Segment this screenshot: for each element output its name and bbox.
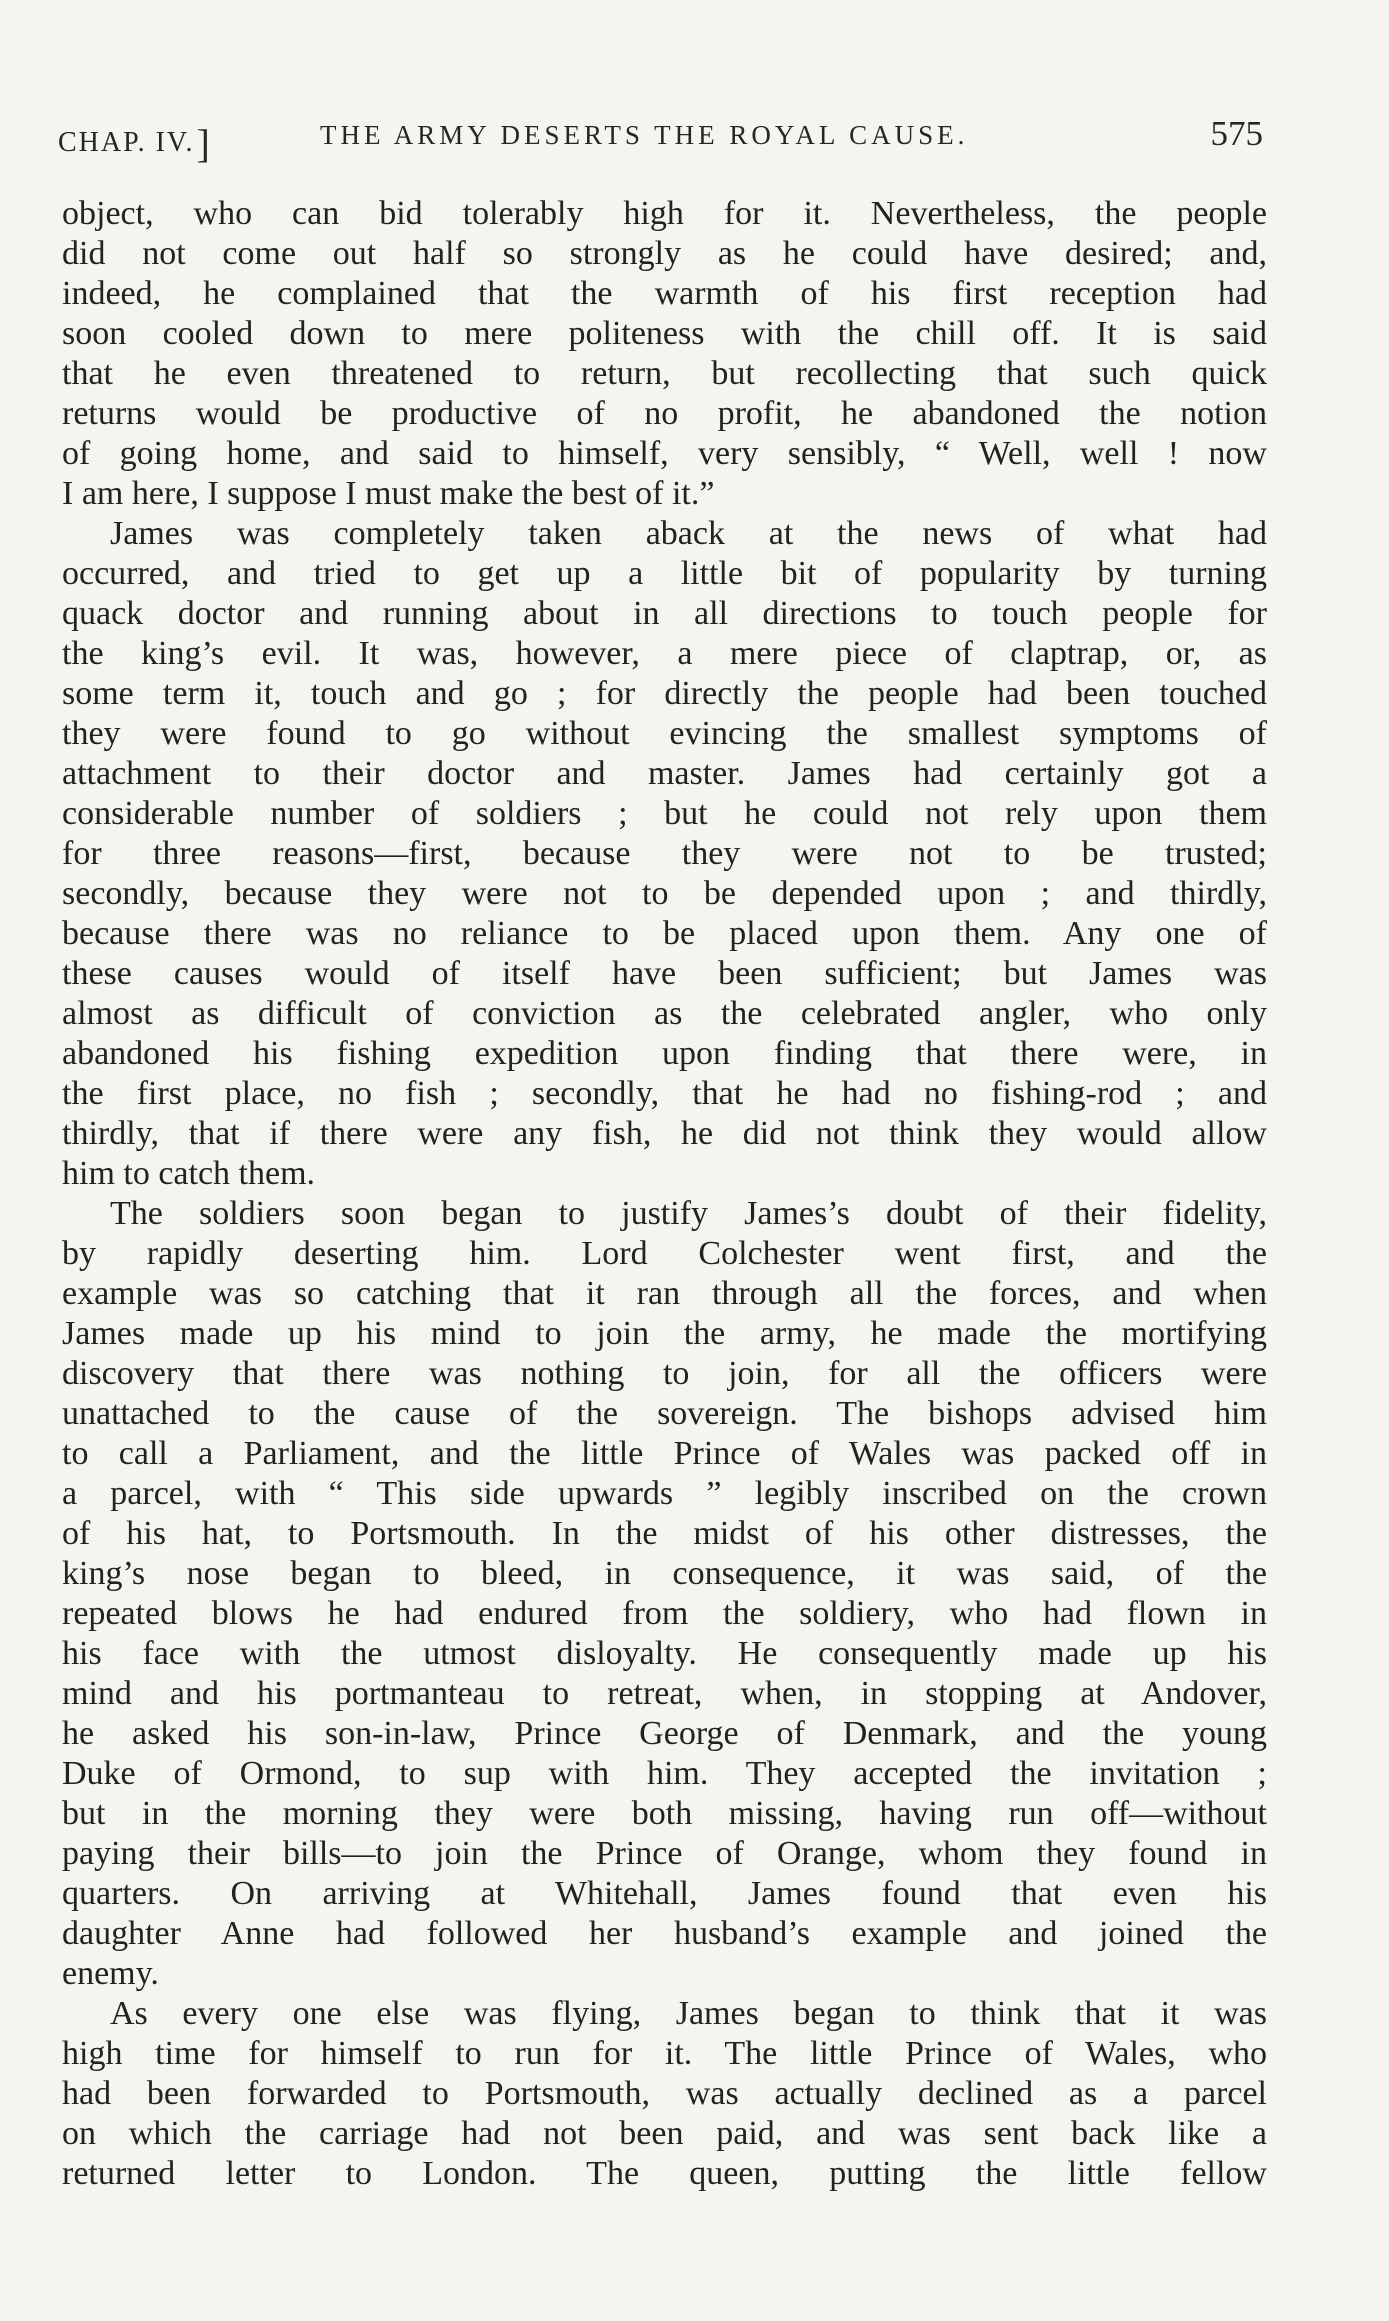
text-line: of going home, and said to himself, very sensibly, “ Well, well ! now (62, 435, 1267, 472)
text-line: the king’s evil. It was, however, a mere piece of claptrap, or, as (62, 635, 1267, 672)
text-line: him to catch them. (62, 1155, 316, 1192)
text-line: thirdly, that if there were any fish, he did not think they would allow (62, 1115, 1267, 1152)
text-line: attachment to their doctor and master. James had certainly got a (62, 755, 1267, 792)
text-line: quack doctor and running about in all directions to touch people for (62, 595, 1267, 632)
text-line: almost as difficult of conviction as the celebrated angler, who only (62, 995, 1267, 1032)
text-line: the first place, no fish ; secondly, that he had no fishing-rod ; and (62, 1075, 1267, 1112)
chapter-text: CHAP. IV. (58, 127, 195, 158)
text-line: returned letter to London. The queen, putting the little fellow (62, 2155, 1267, 2192)
text-line: repeated blows he had endured from the soldiery, who had flown in (62, 1595, 1267, 1632)
text-line: indeed, he complained that the warmth of his first reception had (62, 275, 1267, 312)
text-line: example was so catching that it ran through all the forces, and when (62, 1275, 1267, 1312)
paragraph-2 (62, 514, 1267, 1194)
paragraph-4 (62, 1994, 1267, 2194)
text-line: enemy. (62, 1955, 159, 1992)
text-line: he asked his son-in-law, Prince George of Denmark, and the young (62, 1715, 1267, 1752)
paragraph-1 (62, 194, 1267, 514)
text-line: occurred, and tried to get up a little bit of popularity by turning (62, 555, 1267, 592)
text-line: James was completely taken aback at the news of what had (110, 515, 1267, 552)
text-line: secondly, because they were not to be depended upon ; and thirdly, (62, 875, 1267, 912)
text-line: high time for himself to run for it. The little Prince of Wales, who (62, 2035, 1267, 2072)
text-line: unattached to the cause of the sovereign. The bishops advised him (62, 1395, 1267, 1432)
text-line: paying their bills—to join the Prince of Orange, whom they found in (62, 1835, 1267, 1872)
running-title: THE ARMY DESERTS THE ROYAL CAUSE. (320, 120, 969, 150)
text-line: abandoned his fishing expedition upon finding that there were, in (62, 1035, 1267, 1072)
text-line: Duke of Ormond, to sup with him. They accepted the invitation ; (62, 1755, 1267, 1792)
text-line: considerable number of soldiers ; but he could not rely upon them (62, 795, 1267, 832)
text-line: daughter Anne had followed her husband’s example and joined the (62, 1915, 1267, 1952)
paragraph-3 (62, 1194, 1267, 1994)
text-line: mind and his portmanteau to retreat, when, in stopping at Andover, (62, 1675, 1267, 1712)
text-line: because there was no reliance to be placed upon them. Any one of (62, 915, 1267, 952)
chapter-label (58, 120, 212, 167)
text-line: The soldiers soon began to justify James’s doubt of their fidelity, (110, 1195, 1267, 1232)
text-line: had been forwarded to Portsmouth, was actually declined as a parcel (62, 2075, 1267, 2112)
text-line: of his hat, to Portsmouth. In the midst of his other distresses, the (62, 1515, 1267, 1552)
text-line: but in the morning they were both missing, having run off—without (62, 1795, 1267, 1832)
text-line: I am here, I suppose I must make the best of it.” (62, 475, 715, 512)
text-line: did not come out half so strongly as he could have desired; and, (62, 235, 1267, 272)
text-line: to call a Parliament, and the little Prince of Wales was packed off in (62, 1435, 1267, 1472)
running-head (58, 116, 1263, 164)
text-line: on which the carriage had not been paid, and was sent back like a (62, 2115, 1267, 2152)
text-line: that he even threatened to return, but recollecting that such quick (62, 355, 1267, 392)
text-line: object, who can bid tolerably high for it. Nevertheless, the people (62, 195, 1267, 232)
text-line: these causes would of itself have been sufficient; but James was (62, 955, 1267, 992)
text-line: As every one else was flying, James began to think that it was (110, 1995, 1267, 2032)
text-line: they were found to go without evincing the smallest symptoms of (62, 715, 1267, 752)
text-line: a parcel, with “ This side upwards ” legibly inscribed on the crown (62, 1475, 1267, 1512)
text-line: his face with the utmost disloyalty. He consequently made up his (62, 1635, 1267, 1672)
text-line: soon cooled down to mere politeness with the chill off. It is said (62, 315, 1267, 352)
text-line: James made up his mind to join the army, he made the mortifying (62, 1315, 1267, 1352)
page-number: 575 (1210, 114, 1263, 153)
text-line: returns would be productive of no profit, he abandoned the notion (62, 395, 1267, 432)
text-line: quarters. On arriving at Whitehall, James found that even his (62, 1875, 1267, 1912)
text-line: discovery that there was nothing to join, for all the officers were (62, 1355, 1267, 1392)
chapter-bracket: ] (196, 121, 212, 166)
text-line: some term it, touch and go ; for directly the people had been touched (62, 675, 1267, 712)
text-line: king’s nose began to bleed, in consequence, it was said, of the (62, 1555, 1267, 1592)
body-text (62, 194, 1267, 2194)
text-line: by rapidly deserting him. Lord Colchester went first, and the (62, 1235, 1267, 1272)
text-line: for three reasons—first, because they were not to be trusted; (62, 835, 1267, 872)
